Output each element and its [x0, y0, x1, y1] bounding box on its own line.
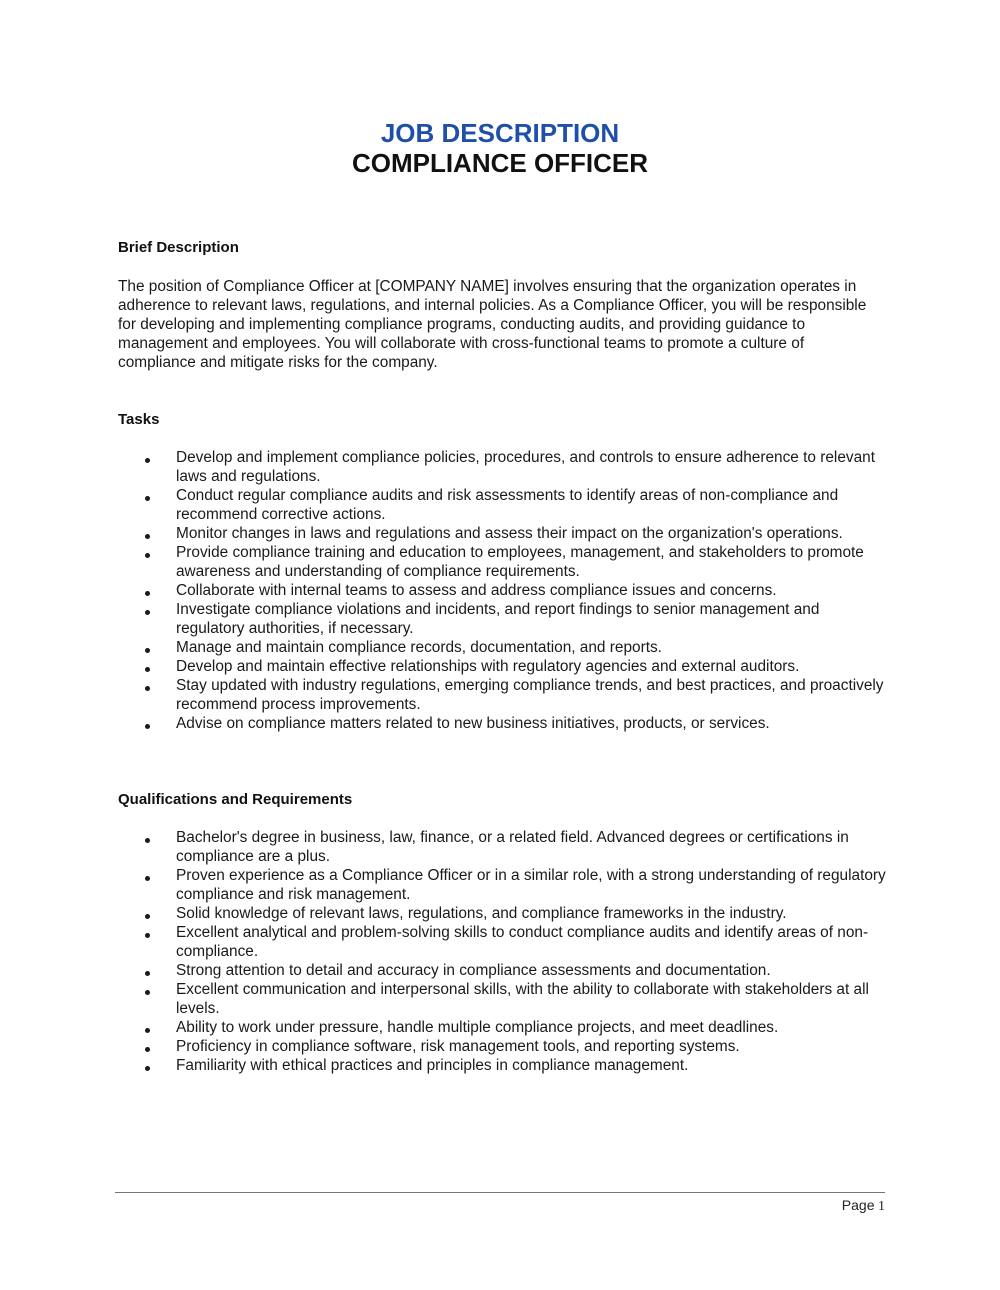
- qualification-text: Proven experience as a Compliance Officer or in a similar role, with a strong understanding of regulatory compliance and risk management.: [176, 867, 886, 903]
- bullet-icon: [145, 1047, 150, 1052]
- task-text: Provide compliance training and education to employees, management, and stakeholders to promote awareness and understanding of compliance requirements.: [176, 544, 864, 580]
- bullet-icon: [145, 971, 150, 976]
- bullet-icon: [145, 591, 150, 596]
- bullet-icon: [145, 534, 150, 539]
- qualification-text: Excellent communication and interpersonal skills, with the ability to collaborate with stakeholders at all levels.: [176, 981, 869, 1017]
- bullet-icon: [145, 667, 150, 672]
- task-text: Investigate compliance violations and incidents, and report findings to senior management and regulatory authorities, if necessary.: [176, 601, 820, 637]
- bullet-icon: [145, 648, 150, 653]
- brief-description-heading: Brief Description: [118, 239, 239, 256]
- bullet-icon: [145, 1028, 150, 1033]
- bullet-icon: [145, 458, 150, 463]
- bullet-icon: [145, 1066, 150, 1071]
- task-text: Advise on compliance matters related to new business initiatives, products, or services.: [176, 715, 770, 732]
- document-title: COMPLIANCE OFFICER: [351, 148, 649, 178]
- list-item: [118, 638, 888, 657]
- list-item: [118, 1056, 888, 1075]
- list-item: [118, 961, 888, 980]
- bullet-icon: [145, 724, 150, 729]
- tasks-list: [118, 448, 888, 733]
- task-text: Conduct regular compliance audits and risk assessments to identify areas of non-compliance and recommend corrective actions.: [176, 487, 839, 523]
- qualification-text: Proficiency in compliance software, risk management tools, and reporting systems.: [176, 1038, 740, 1055]
- task-text: Develop and implement compliance policies, procedures, and controls to ensure adherence to relevant laws and regulations.: [176, 449, 875, 485]
- bullet-icon: [145, 610, 150, 615]
- list-item: [118, 866, 888, 904]
- qualification-text: Solid knowledge of relevant laws, regulations, and compliance frameworks in the industry.: [176, 905, 787, 922]
- page-number-value: 1: [878, 1199, 885, 1214]
- bullet-icon: [145, 496, 150, 501]
- document-header: [0, 118, 1000, 178]
- list-item: [118, 1018, 888, 1037]
- list-item: [118, 448, 888, 486]
- task-text: Monitor changes in laws and regulations and assess their impact on the organization's operations.: [176, 525, 843, 542]
- list-item: [118, 1037, 888, 1056]
- list-item: [118, 600, 888, 638]
- document-kind-heading: JOB DESCRIPTION: [380, 118, 620, 148]
- task-text: Manage and maintain compliance records, documentation, and reports.: [176, 639, 662, 656]
- list-item: [118, 524, 888, 543]
- list-item: [118, 486, 888, 524]
- bullet-icon: [145, 838, 150, 843]
- qualification-text: Excellent analytical and problem-solving skills to conduct compliance audits and identify areas of non-compliance.: [176, 924, 869, 960]
- list-item: [118, 828, 888, 866]
- list-item: [118, 676, 888, 714]
- qualifications-list: [118, 828, 888, 1075]
- bullet-icon: [145, 686, 150, 691]
- bullet-icon: [145, 553, 150, 558]
- list-item: [118, 657, 888, 676]
- bullet-icon: [145, 914, 150, 919]
- footer-divider: [115, 1192, 885, 1193]
- task-text: Collaborate with internal teams to assess and address compliance issues and concerns.: [176, 582, 777, 599]
- task-text: Stay updated with industry regulations, emerging compliance trends, and best practices, and proactively recommend process improvements.: [176, 677, 884, 713]
- list-item: [118, 714, 888, 733]
- list-item: [118, 923, 888, 961]
- page-number: [842, 1197, 885, 1215]
- qualification-text: Bachelor's degree in business, law, finance, or a related field. Advanced degrees or certifications in compliance are a plus.: [176, 829, 849, 865]
- bullet-icon: [145, 933, 150, 938]
- list-item: [118, 543, 888, 581]
- list-item: [118, 980, 888, 1018]
- bullet-icon: [145, 990, 150, 995]
- task-text: Develop and maintain effective relationships with regulatory agencies and external auditors.: [176, 658, 800, 675]
- brief-description-text: The position of Compliance Officer at [COMPANY NAME] involves ensuring that the organization operates in adherence to relevant laws, regulations, and internal policies. As a Compliance Officer, you will be responsible for developing and implementing compliance programs, conducting audits, and providing guidance to management and employees. You will collaborate with cross-functional teams to promote a culture of compliance and mitigate risks for the company.: [118, 278, 867, 371]
- qualification-text: Familiarity with ethical practices and principles in compliance management.: [176, 1057, 689, 1074]
- page-label: Page: [841, 1197, 875, 1213]
- list-item: [118, 581, 888, 600]
- tasks-heading: Tasks: [118, 411, 160, 428]
- qualification-text: Ability to work under pressure, handle multiple compliance projects, and meet deadlines.: [176, 1019, 779, 1036]
- qualification-text: Strong attention to detail and accuracy in compliance assessments and documentation.: [176, 962, 771, 979]
- bullet-icon: [145, 876, 150, 881]
- qualifications-heading: Qualifications and Requirements: [118, 791, 353, 808]
- list-item: [118, 904, 888, 923]
